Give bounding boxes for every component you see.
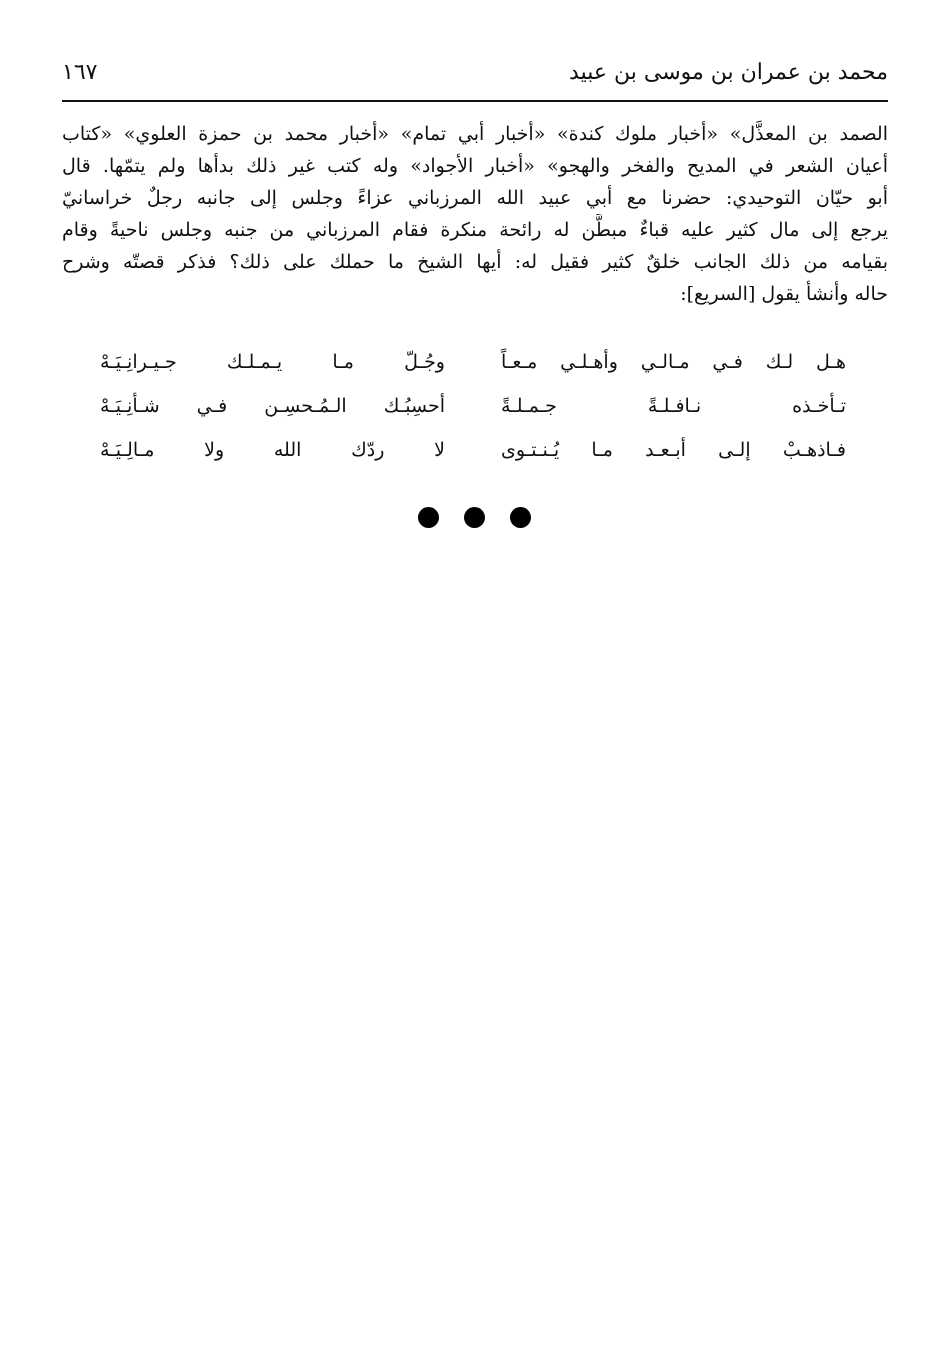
poem-first-hemistich: هـل لـك فـي مـالـي وأهـلـي مـعـاً	[501, 351, 846, 373]
poem-second-hemistich: لا ردّك الله ولا مـالِـيَـهْ	[100, 439, 445, 461]
poem-verse	[100, 342, 846, 386]
text-line: حاله وأنشأ يقول [السريع]:	[680, 283, 888, 305]
section-end-marks	[418, 507, 532, 531]
poem-verse	[100, 430, 846, 474]
text-line: الصمد بن المعذَّل» «أخبار ملوك كندة» «أخبار أبي تمام» «أخبار محمد بن حمزة العلوي» «كتاب	[62, 123, 888, 145]
poem-second-hemistich: وجُـلّ مـا يـمـلـك جـيـرانِـيَـهْ	[100, 351, 445, 373]
text-line: بقيامه من ذلك الجانب خلقٌ كثير فقيل له: أيها الشيخ ما حملك على ذلك؟ فذكر قصتّه وشرح	[62, 251, 888, 273]
poem-verse	[100, 386, 846, 430]
page-header	[62, 58, 888, 98]
page-number: ١٦٧	[62, 60, 98, 85]
poem-second-hemistich: أحسِبُـك الـمُـحسِـن فـي شـأنِـيَـهْ	[100, 395, 445, 417]
header-rule	[62, 100, 888, 102]
end-dot	[510, 507, 531, 528]
poem-first-hemistich: فـاذهـبْ إلـى أبـعـد مـا يُـنـتـوى	[501, 439, 846, 461]
poem-first-hemistich: تـأخـذه نـافـلـةً جـمـلـةً	[501, 395, 846, 417]
text-line: أعيان الشعر في المديح والفخر والهجو» «أخبار الأجواد» وله كتب غير ذلك بدأها ولم يتمّها. قال	[62, 155, 888, 177]
text-line: أبو حيّان التوحيدي: حضرنا مع أبي عبيد الله المرزباني عزاءً وجلس إلى جانبه رجلٌ خراسانيّ	[62, 187, 888, 209]
poem	[100, 342, 846, 474]
text-line: يرجع إلى مال كثير عليه قباءٌ مبطَّن له رائحة منكرة فقام المرزباني من جنبه وجلس ناحيةً وقام	[62, 219, 888, 241]
end-dot	[464, 507, 485, 528]
running-title: محمد بن عمران بن موسى بن عبيد	[569, 60, 888, 85]
end-dot	[418, 507, 439, 528]
body-paragraph	[62, 118, 888, 310]
